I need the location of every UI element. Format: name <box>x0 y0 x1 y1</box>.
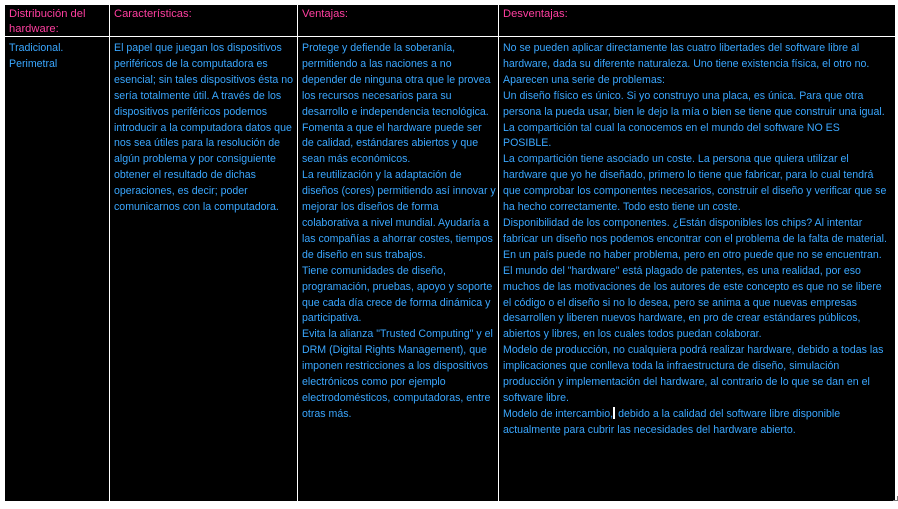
cell-advantages[interactable] <box>297 37 498 501</box>
last-disadvantage-start: Modelo de intercambio, <box>503 407 614 420</box>
last-disadvantage-rest: debido a la calidad del software libre disponible actualmente para cubrir las necesidades del hardware abierto. <box>503 407 841 436</box>
distribution-text: Tradicional. Perimetral <box>9 42 64 70</box>
disadvantage-paragraph: No se pueden aplicar directamente las cuatro libertades del software libre al hardware, dada su diferente naturaleza. Uno tiene existencia física, el otro no. Aparecen una serie de problemas: <box>503 42 870 86</box>
characteristics-text: El papel que juegan los dispositivos periféricos de la computadora es esencial; sin tales dispositivos ésta no sería totalmente útil. A través de los dispositivos periféricos podemos introducir a la computadora datos que nos sea útiles para la resolución de algún problema y por consiguiente obtener el resultado de dichas operaciones, es decir; poder comunicarnos con la computadora. <box>114 42 294 214</box>
disadvantage-paragraph: Un diseño físico es único. Si yo construyo una placa, es única. Para que otra persona la pueda usar, bien le dejo la mía o bien se tiene que construir una igual. La compartición tal cual la conocemos en el mundo del software NO ES POSIBLE. <box>503 89 885 150</box>
cell-distribution[interactable] <box>5 37 109 501</box>
header-distribution <box>5 5 109 37</box>
disadvantage-paragraph: Disponibilidad de los componentes. ¿Están disponibles los chips? Al intentar fabricar un diseño nos podemos encontrar con el problema de la falta de material. En un país puede no haber problema, pero en otro puede que no se encuentran. <box>503 216 887 261</box>
disadvantage-paragraph: El mundo del "hardware" está plagado de patentes, es una realidad, por eso muchos de las motivaciones de los autores de este concepto es que no se libere el código o el diseño si no lo desea, pero se anima a que nuevas empresas desarrollen y liberen nuevos hardware, en pro de crear estándares públicos, abiertos y libres, en los cuales todos puedan colaborar. <box>503 264 882 341</box>
header-characteristics-text: Características: <box>114 8 192 20</box>
header-disadvantages <box>498 5 895 37</box>
header-distribution-text: Distribución del hardware: <box>9 8 86 35</box>
header-characteristics <box>109 5 297 37</box>
advantage-paragraph: Tiene comunidades de diseño, programación, pruebas, apoyo y soporte que cada día crece de forma dinámica y participativa. <box>302 264 493 325</box>
advantage-paragraph: Fomenta a que el hardware puede ser de calidad, estándares abiertos y que sean más económicos. <box>302 121 482 166</box>
header-disadvantages-text: Desventajas: <box>503 8 568 20</box>
disadvantage-paragraph-last <box>503 407 889 439</box>
disadvantage-paragraph: La compartición tiene asociado un coste. La persona que quiera utilizar el hardware que yo he diseñado, primero lo tiene que fabricar, para lo cual tendrá que comprobar los componentes necesarios, construir el diseño y verificar que se ha hecho correctamente. Todo esto tiene un coste. <box>503 153 887 214</box>
hardware-table <box>5 5 895 501</box>
header-advantages <box>297 5 498 37</box>
header-advantages-text: Ventajas: <box>302 8 349 20</box>
advantage-paragraph: Evita la alianza "Trusted Computing" y el DRM (Digital Rights Management), que imponen restricciones a los dispositivos electrónicos como por ejemplo electrodomésticos, computadoras, entre otras más. <box>302 328 493 420</box>
advantage-paragraph: La reutilización y la adaptación de diseños (cores) permitiendo así innovar y mejorar los diseños de forma colaborativa a nivel mundial. Ayudaría a las compañías a ahorrar costes, tiempos de diseño en sus trabajos. <box>302 169 496 261</box>
table-end-mark <box>893 496 898 501</box>
cell-characteristics[interactable] <box>109 37 297 501</box>
disadvantage-paragraph: Modelo de producción, no cualquiera podrá realizar hardware, debido a todas las implicaciones que conlleva toda la infraestructura de diseño, simulación producción y implementación del hardware, al contrario de lo que se dan en el software libre. <box>503 344 884 404</box>
advantage-paragraph: Protege y defiende la soberanía, permitiendo a las naciones a no depender de ninguna otra que le provea los recursos necesarios para su desarrollo e independencia tecnológica. <box>302 42 491 118</box>
cell-disadvantages[interactable] <box>498 37 895 501</box>
